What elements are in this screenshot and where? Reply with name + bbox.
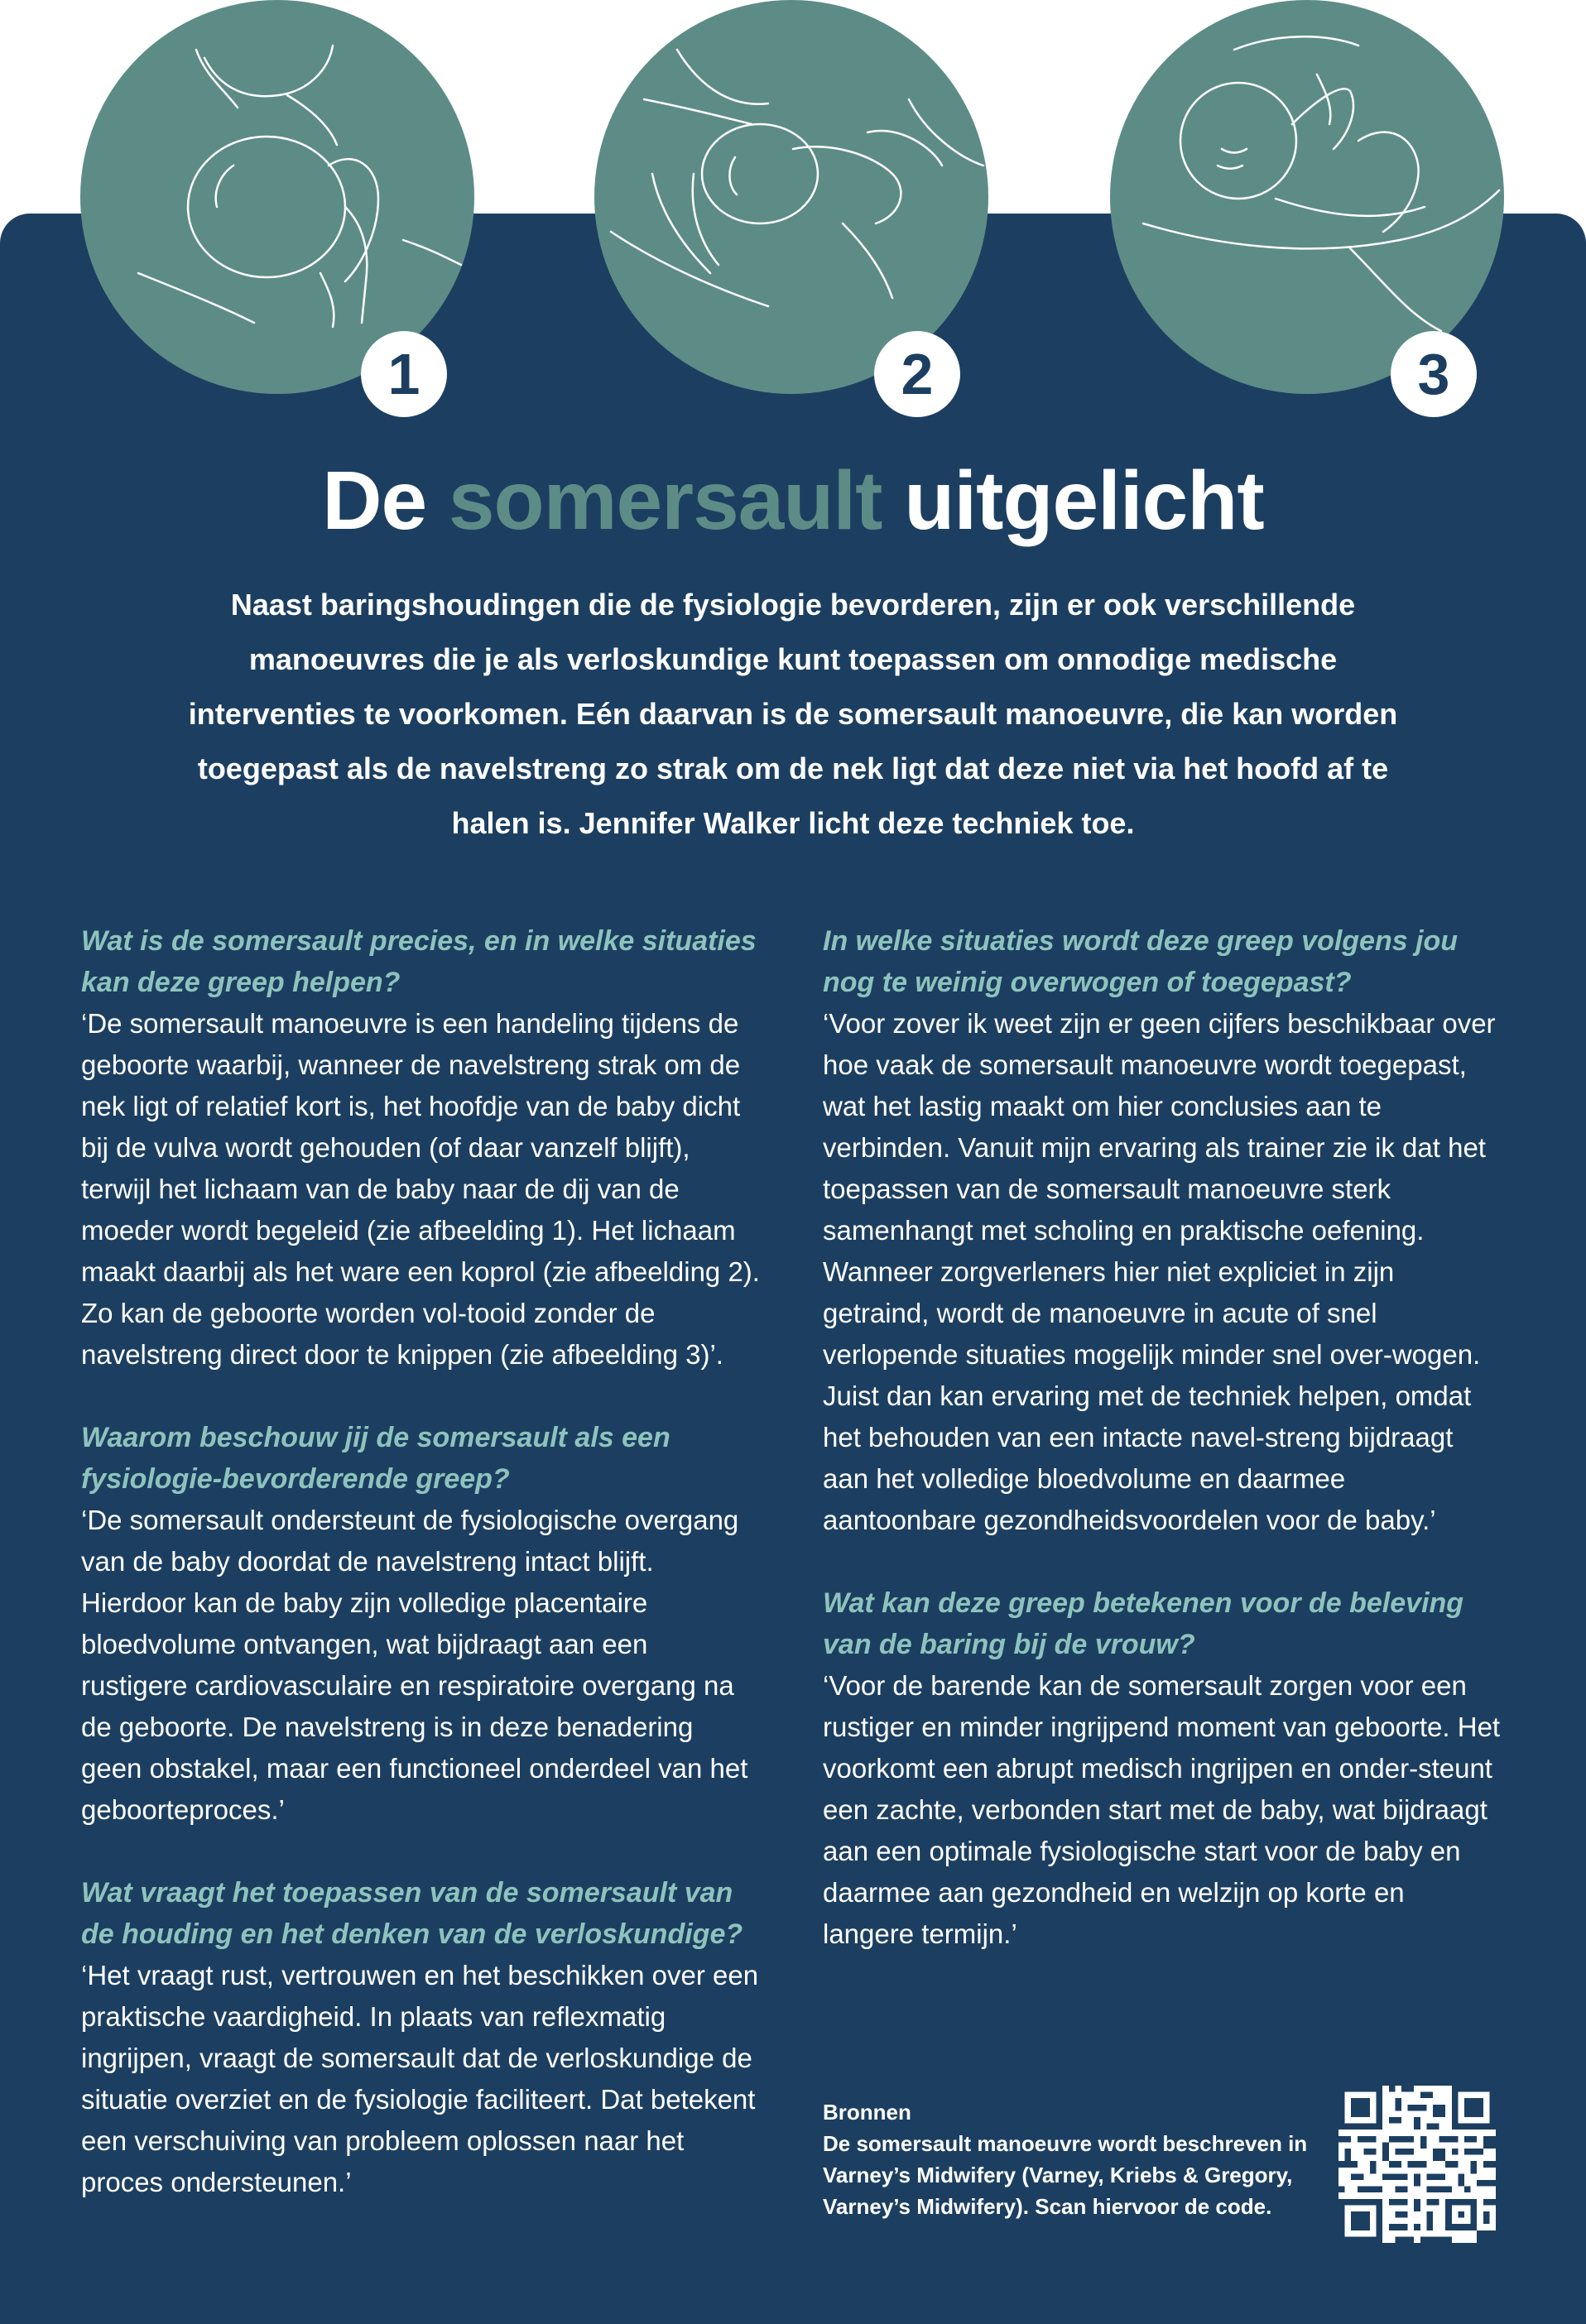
answer-5: ‘Voor de barende kan de somersault zorgen voor een rustiger en minder ingrijpend moment van geboorte. Het voorkomt een abrupt medisch ingrijpen en onder-steunt een zachte, verbonden start met de baby, wat bijdraagt aan een optimale fysiologische start voor de baby en daarmee aan gezondheid en welzijn op korte en langere termijn.’: [823, 1670, 1501, 1949]
sources-block: [823, 2096, 1336, 2222]
answer-2: ‘De somersault ondersteunt de fysiologische overgang van de baby doordat de navelstreng intact blijft. Hierdoor kan de baby zijn volledige placentaire bloedvolume ontvangen, wat bijdraagt aan een rustigere cardiovasculaire en respiratoire overgang na de geboorte. De navelstreng is in deze benadering geen obstakel, maar een functioneel onderdeel van het geboorteproces.’: [81, 1505, 748, 1825]
answer-4: ‘Voor zover ik weet zijn er geen cijfers beschikbaar over hoe vaak de somersault manoeuvre wordt toegepast, wat het lastig maakt om hier conclusies aan te verbinden. Vanuit mijn ervaring als trainer zie ik dat het toepassen van de somersault manoeuvre sterk samenhangt met scholing en praktische oefening. Wanneer zorgverleners hier niet expliciet in zijn getraind, wordt de manoeuvre in acute of snel verlopende situaties mogelijk minder snel over-wogen. Juist dan kan ervaring met de techniek helpen, omdat het behouden van een intacte navel-streng bijdraagt aan het volledige bloedvolume en daarmee aantoonbare gezondheidsvoordelen voor de baby.’: [823, 1008, 1496, 1535]
title-part-2: uitgelicht: [882, 454, 1264, 547]
step-number-3: 3: [1391, 331, 1477, 417]
sources-heading: Bronnen: [823, 2100, 911, 2125]
title-accent: somersault: [448, 454, 882, 547]
question-2: Waarom beschouw jij de somersault als een fysiologie-bevorderende greep?: [81, 1422, 670, 1495]
qr-code-icon: [1338, 2086, 1496, 2243]
right-column: [823, 920, 1502, 1996]
title-part-1: De: [322, 454, 449, 547]
step-number-2: 2: [874, 331, 960, 417]
page-title: [0, 447, 1586, 555]
question-4: In welke situaties wordt deze greep volgens jou nog te weinig overwogen of toegepast?: [823, 925, 1459, 998]
question-5: Wat kan deze greep betekenen voor de beleving van de baring bij de vrouw?: [823, 1587, 1464, 1660]
step-number-1: 1: [361, 331, 447, 417]
intro-text: Naast baringshoudingen die de fysiologie bevorderen, zijn er ook verschillende manoeuvres die je als verloskundige kunt toepassen om onnodige medische interventies te voorkomen. Eén daarvan is de somersault manoeuvre, die kan worden toegepast als de navelstreng zo strak om de nek ligt dat deze niet via het hoofd af te halen is. Jennifer Walker licht deze techniek toe.: [188, 588, 1398, 840]
question-3: Wat vraagt het toepassen van de somersault van de houding en het denken van de verloskundige?: [81, 1877, 743, 1950]
sources-text: De somersault manoeuvre wordt beschreven in Varney’s Midwifery (Varney, Kriebs & Gregory, Varney’s Midwifery). Scan hiervoor de code.: [823, 2131, 1308, 2219]
answer-1: ‘De somersault manoeuvre is een handeling tijdens de geboorte waarbij, wanneer de navelstreng strak om de nek ligt of relatief kort is, het hoofdje van de baby dicht bij de vulva wordt gehouden (of daar vanzelf blijft), terwijl het lichaam van de baby naar de dij van de moeder wordt begeleid (zie afbeelding 1). Het lichaam maakt daarbij als het ware een koprol (zie afbeelding 2). Zo kan de geboorte worden vol-tooid zonder de navelstreng direct door te knippen (zie afbeelding 3)’.: [81, 1008, 760, 1370]
answer-3: ‘Het vraagt rust, vertrouwen en het beschikken over een praktische vaardigheid. In plaats van reflexmatig ingrijpen, vraagt de somersault dat de verloskundige de situatie overziet en de fysiologie faciliteert. Dat betekent een verschuiving van probleem oplossen naar het proces ondersteunen.’: [81, 1960, 759, 2197]
left-column: [81, 920, 760, 2245]
qr-code[interactable]: [1338, 2086, 1496, 2243]
question-1: Wat is de somersault precies, en in welke situaties kan deze greep helpen?: [81, 925, 757, 998]
